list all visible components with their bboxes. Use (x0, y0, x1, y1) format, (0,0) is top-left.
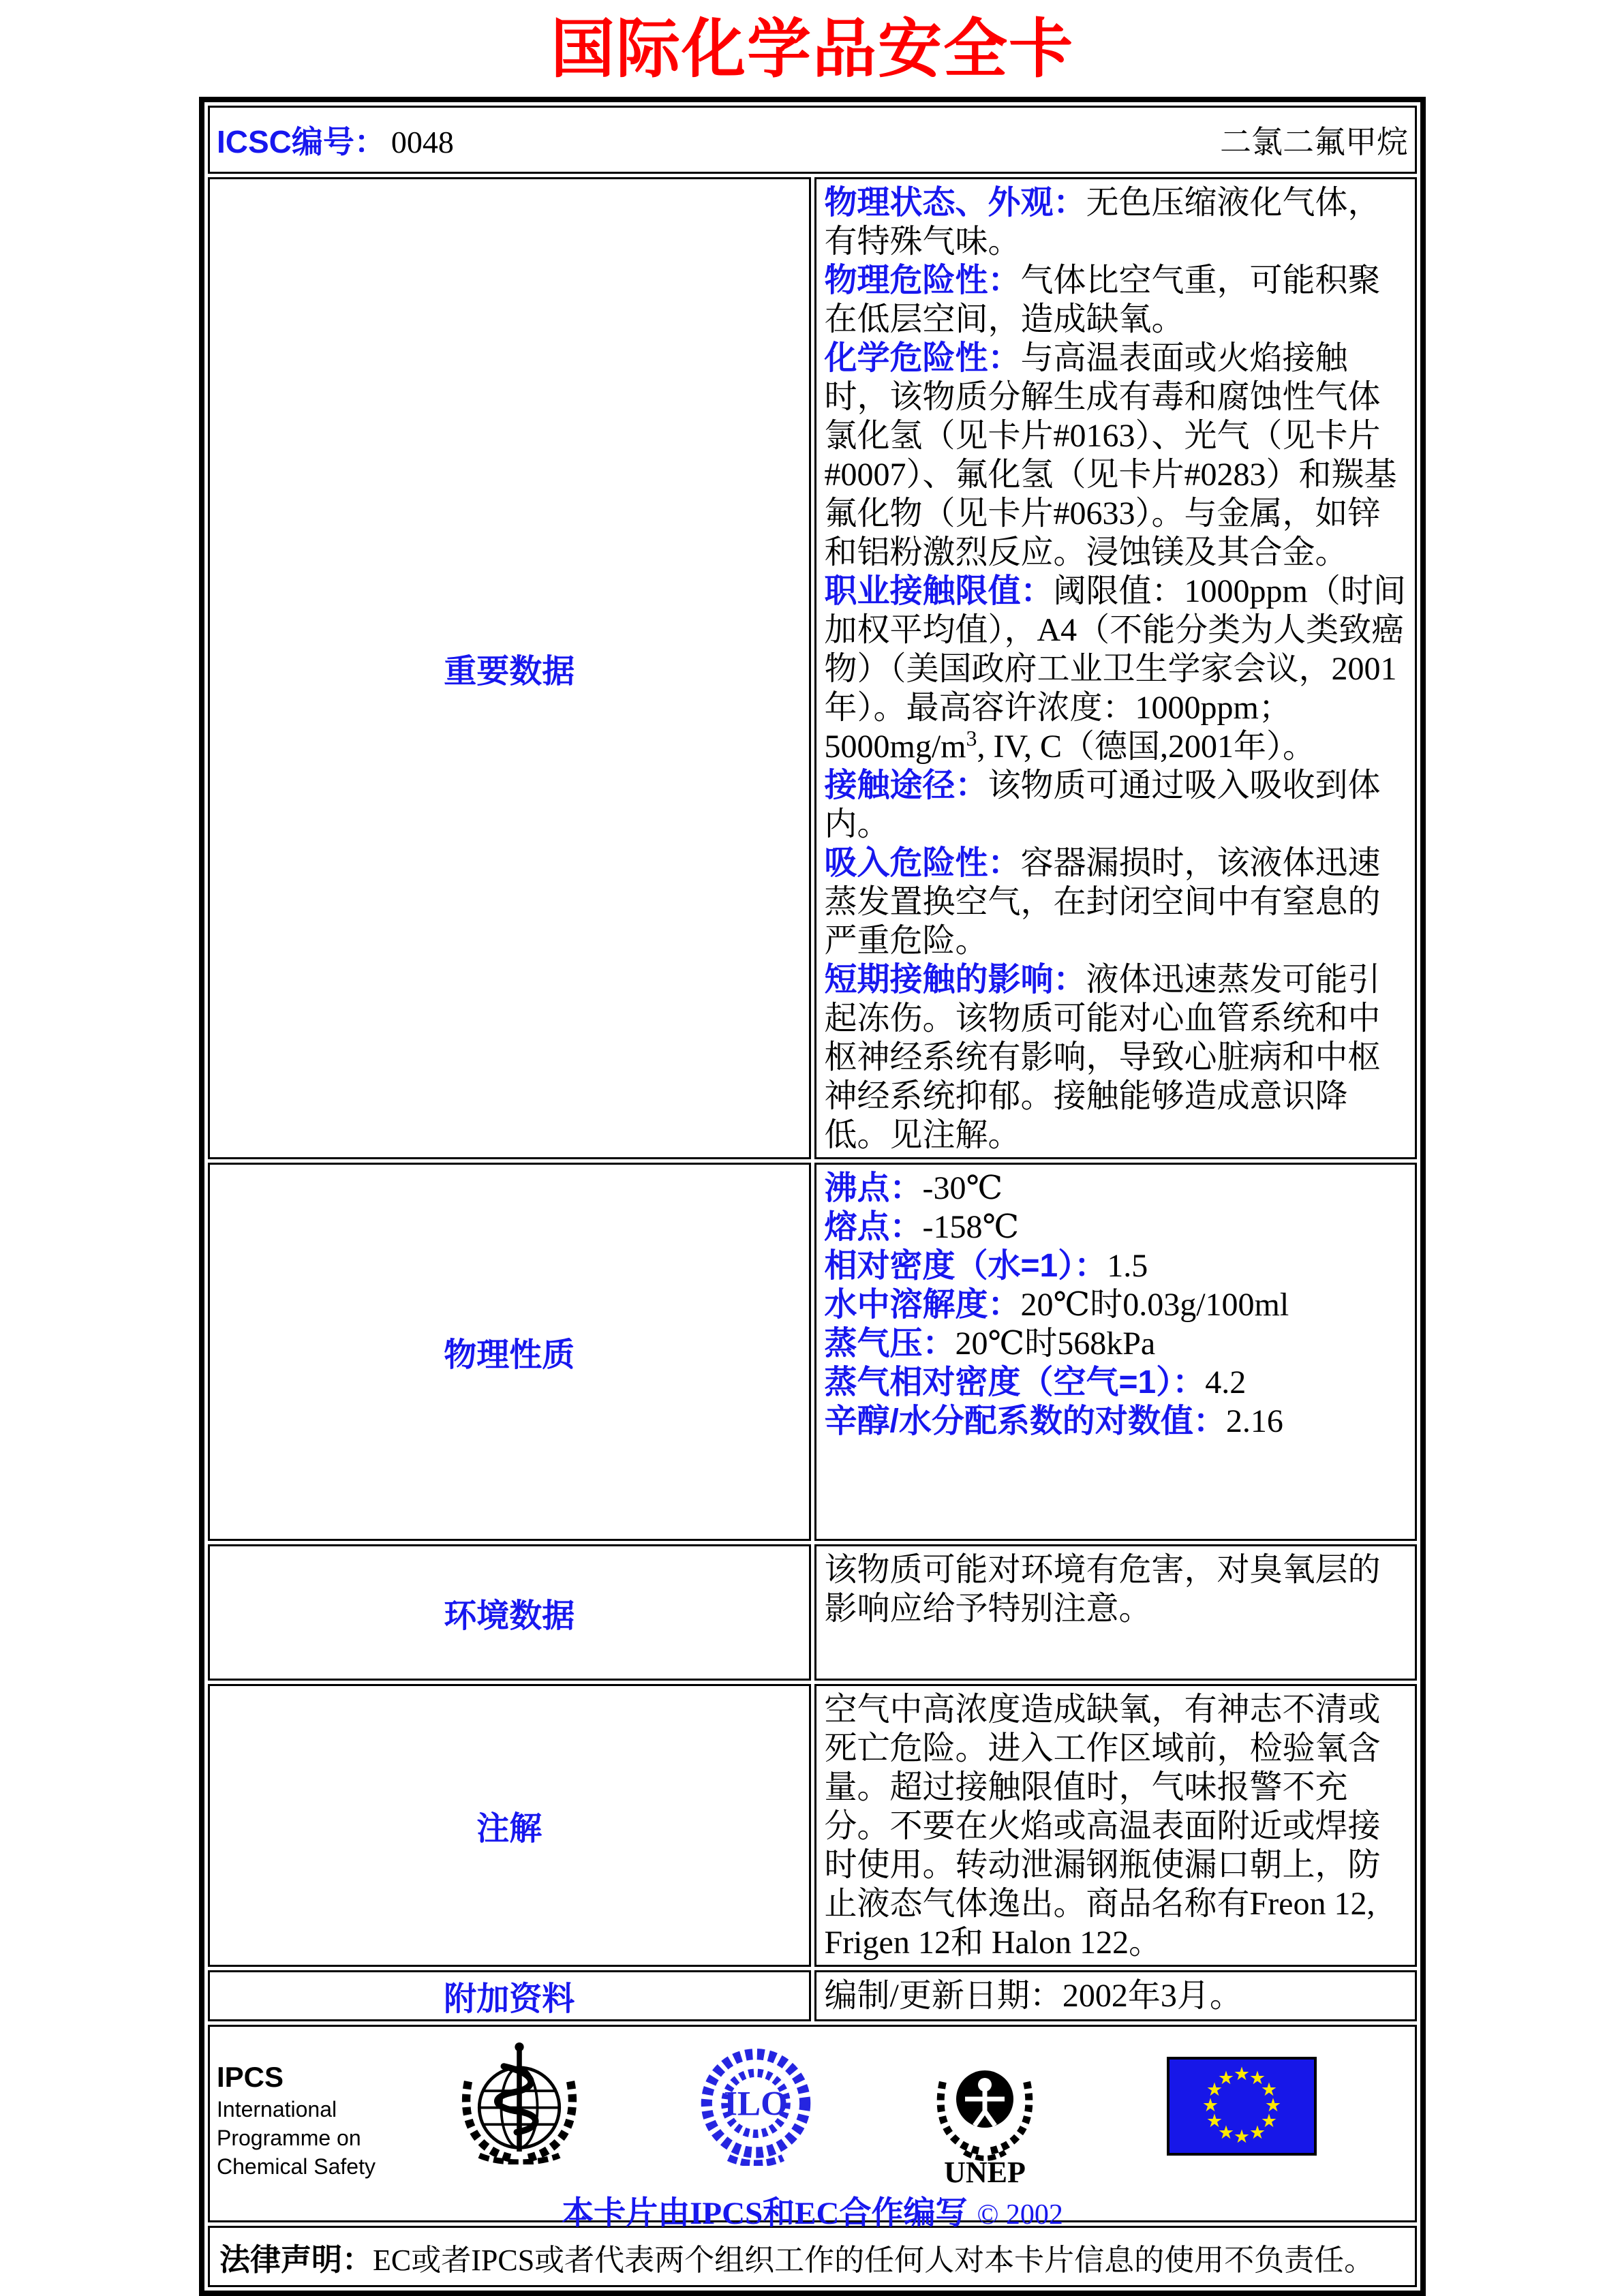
svg-text:★: ★ (1206, 2111, 1223, 2132)
field-label: 职业接触限值： (824, 573, 1054, 609)
ilo-logo-icon (691, 2049, 821, 2166)
field-value: 4.2 (1205, 1364, 1247, 1400)
field-value: 2.16 (1225, 1403, 1283, 1439)
physical-property-line (825, 1246, 1409, 1285)
ipcs-line-1: International (217, 2097, 337, 2122)
additional-info-row (208, 1970, 1417, 2021)
field-value: 无色压缩液化气体，有特殊气味。 (824, 185, 1381, 260)
field-value: 液体迅速蒸发可能引起冻伤。该物质可能对心血管系统和中枢神经系统有影响，导致心脏病和中枢神经系统抑郁。接触能够造成意识降低。见注解。 (824, 962, 1381, 1153)
superscript-value: 3 (966, 726, 977, 750)
icsc-number-group (217, 117, 454, 162)
section-label-notes: 注解 (208, 1684, 811, 1967)
field-value: 该物质可通过吸入吸收到体内。 (824, 767, 1381, 842)
field-value: 气体比空气重，可能积聚在低层空间，造成缺氧。 (824, 262, 1381, 337)
svg-text:★: ★ (1249, 2122, 1266, 2143)
important-data-line (825, 339, 1409, 572)
important-data-line (825, 261, 1409, 339)
legal-statement-label: 法律声明： (219, 2241, 373, 2277)
important-data-line (825, 572, 1409, 766)
physical-properties-row (208, 1163, 1417, 1541)
field-label: 辛醇/水分配系数的对数值： (824, 1403, 1226, 1439)
svg-text:★: ★ (1202, 2095, 1219, 2116)
important-data-row (208, 177, 1417, 1159)
page-title: 国际化学品安全卡 (550, 14, 1074, 85)
field-value: 与高温表面或火焰接触时，该物质分解生成有毒和腐蚀性气体氯化氢（见卡片#0163）、光气（见卡片#0007）、氟化氢（见卡片#0283）和羰基氟化物（见卡片#0633）。与金属，如锌和铝粉激烈反应。浸蚀镁及其合金。 (824, 340, 1397, 570)
field-label: 物理状态、外观： (824, 185, 1086, 221)
ipcs-text-block (217, 2060, 376, 2181)
section-label-physical-properties: 物理性质 (208, 1163, 811, 1541)
svg-text:★: ★ (1264, 2095, 1282, 2116)
field-label: 接触途径： (824, 767, 988, 803)
important-data-content (825, 183, 1409, 1154)
notes-row (208, 1684, 1417, 1967)
field-label: 相对密度（水=1）： (824, 1248, 1107, 1284)
field-label: 吸入危险性： (824, 845, 1021, 881)
header-row (208, 106, 1417, 174)
field-value: -158℃ (922, 1209, 1020, 1245)
logos-row (208, 2025, 1417, 2222)
additional-info-content: 编制/更新日期：2002年3月。 (824, 1978, 1242, 2014)
field-value: , IV, C（德国,2001年）。 (977, 729, 1315, 765)
field-value: 容器漏损时，该液体迅速蒸发置换空气，在封闭空间中有窒息的严重危险。 (824, 845, 1381, 959)
svg-text:★: ★ (1233, 2126, 1251, 2147)
field-value: 1.5 (1107, 1248, 1148, 1284)
field-label: 短期接触的影响： (824, 962, 1086, 998)
important-data-line (825, 960, 1409, 1154)
chemical-name: 二氯二氟甲烷 (1220, 125, 1408, 159)
cooperation-statement (210, 2188, 1415, 2233)
svg-text:★: ★ (1260, 2111, 1278, 2132)
field-label: 物理危险性： (824, 262, 1021, 299)
svg-text:★: ★ (1260, 2079, 1278, 2100)
physical-property-line (825, 1402, 1409, 1441)
section-label-important-data: 重要数据 (208, 177, 811, 1159)
cooperation-text: 本卡片由IPCS和EC合作编写 (562, 2196, 968, 2231)
physical-property-line (825, 1169, 1409, 1208)
ipcs-line-2: Programme on (217, 2126, 361, 2150)
svg-text:★: ★ (1249, 2068, 1266, 2089)
icsc-number-label: ICSC编号： (217, 124, 386, 159)
physical-property-line (825, 1324, 1409, 1363)
field-value: 20℃时568kPa (955, 1326, 1156, 1362)
field-label: 蒸气相对密度（空气=1）： (824, 1364, 1206, 1400)
icsc-number-value: 0048 (391, 125, 454, 159)
field-label: 蒸气压： (824, 1326, 956, 1362)
legal-statement-text: EC或者IPCS或者代表两个组织工作的任何人对本卡片信息的使用不负责任。 (373, 2243, 1375, 2277)
physical-properties-content (825, 1169, 1409, 1441)
environmental-data-row (208, 1544, 1417, 1681)
unep-logo-icon (927, 2043, 1043, 2186)
field-label: 沸点： (824, 1170, 923, 1206)
section-label-environmental-data: 环境数据 (208, 1544, 811, 1681)
svg-text:★: ★ (1206, 2079, 1223, 2100)
field-value: 阈限值：1000ppm（时间加权平均值），A4（不能分类为人类致癌物）（美国政府工业卫生学家会议，2001年）。最高容许浓度：1000ppm；5000mg/m (824, 573, 1406, 765)
important-data-line (825, 766, 1409, 844)
ipcs-line-3: Chemical Safety (217, 2154, 376, 2179)
field-label: 熔点： (824, 1209, 923, 1245)
field-label: 化学危险性： (824, 340, 1021, 376)
section-label-additional-info: 附加资料 (208, 1970, 811, 2021)
important-data-line (825, 844, 1409, 960)
svg-text:★: ★ (1233, 2064, 1251, 2085)
icsc-card-table (199, 97, 1426, 2296)
who-logo-icon (455, 2042, 584, 2164)
field-value: 20℃时0.03g/100ml (1020, 1287, 1289, 1323)
field-value: -30℃ (922, 1170, 1003, 1206)
legal-row (208, 2226, 1417, 2287)
ipcs-title: IPCS (217, 2061, 284, 2093)
notes-content: 空气中高浓度造成缺氧，有神志不清或死亡危险。进入工作区域前，检验氧含量。超过接触限值时，气味报警不充分。不要在火焰或高温表面附近或焊接时使用。转动泄漏钢瓶使漏口朝上，防止液态气体逸出。商品名称有Freon 12, Frigen 12和 Halon 122。 (824, 1692, 1381, 1961)
physical-property-line (825, 1208, 1409, 1246)
svg-text:★: ★ (1217, 2068, 1235, 2089)
field-label: 水中溶解度： (824, 1287, 1021, 1323)
physical-property-line (825, 1363, 1409, 1402)
environmental-data-content: 该物质可能对环境有危害，对臭氧层的影响应给予特别注意。 (824, 1552, 1381, 1627)
copyright-text: © 2002 (977, 2199, 1063, 2231)
ilo-monogram: ILO (723, 2084, 789, 2124)
important-data-line (825, 183, 1409, 261)
svg-text:★: ★ (1217, 2122, 1235, 2143)
unep-label: UNEP (944, 2156, 1026, 2186)
eu-flag-icon (1167, 2057, 1317, 2156)
physical-property-line (825, 1285, 1409, 1324)
